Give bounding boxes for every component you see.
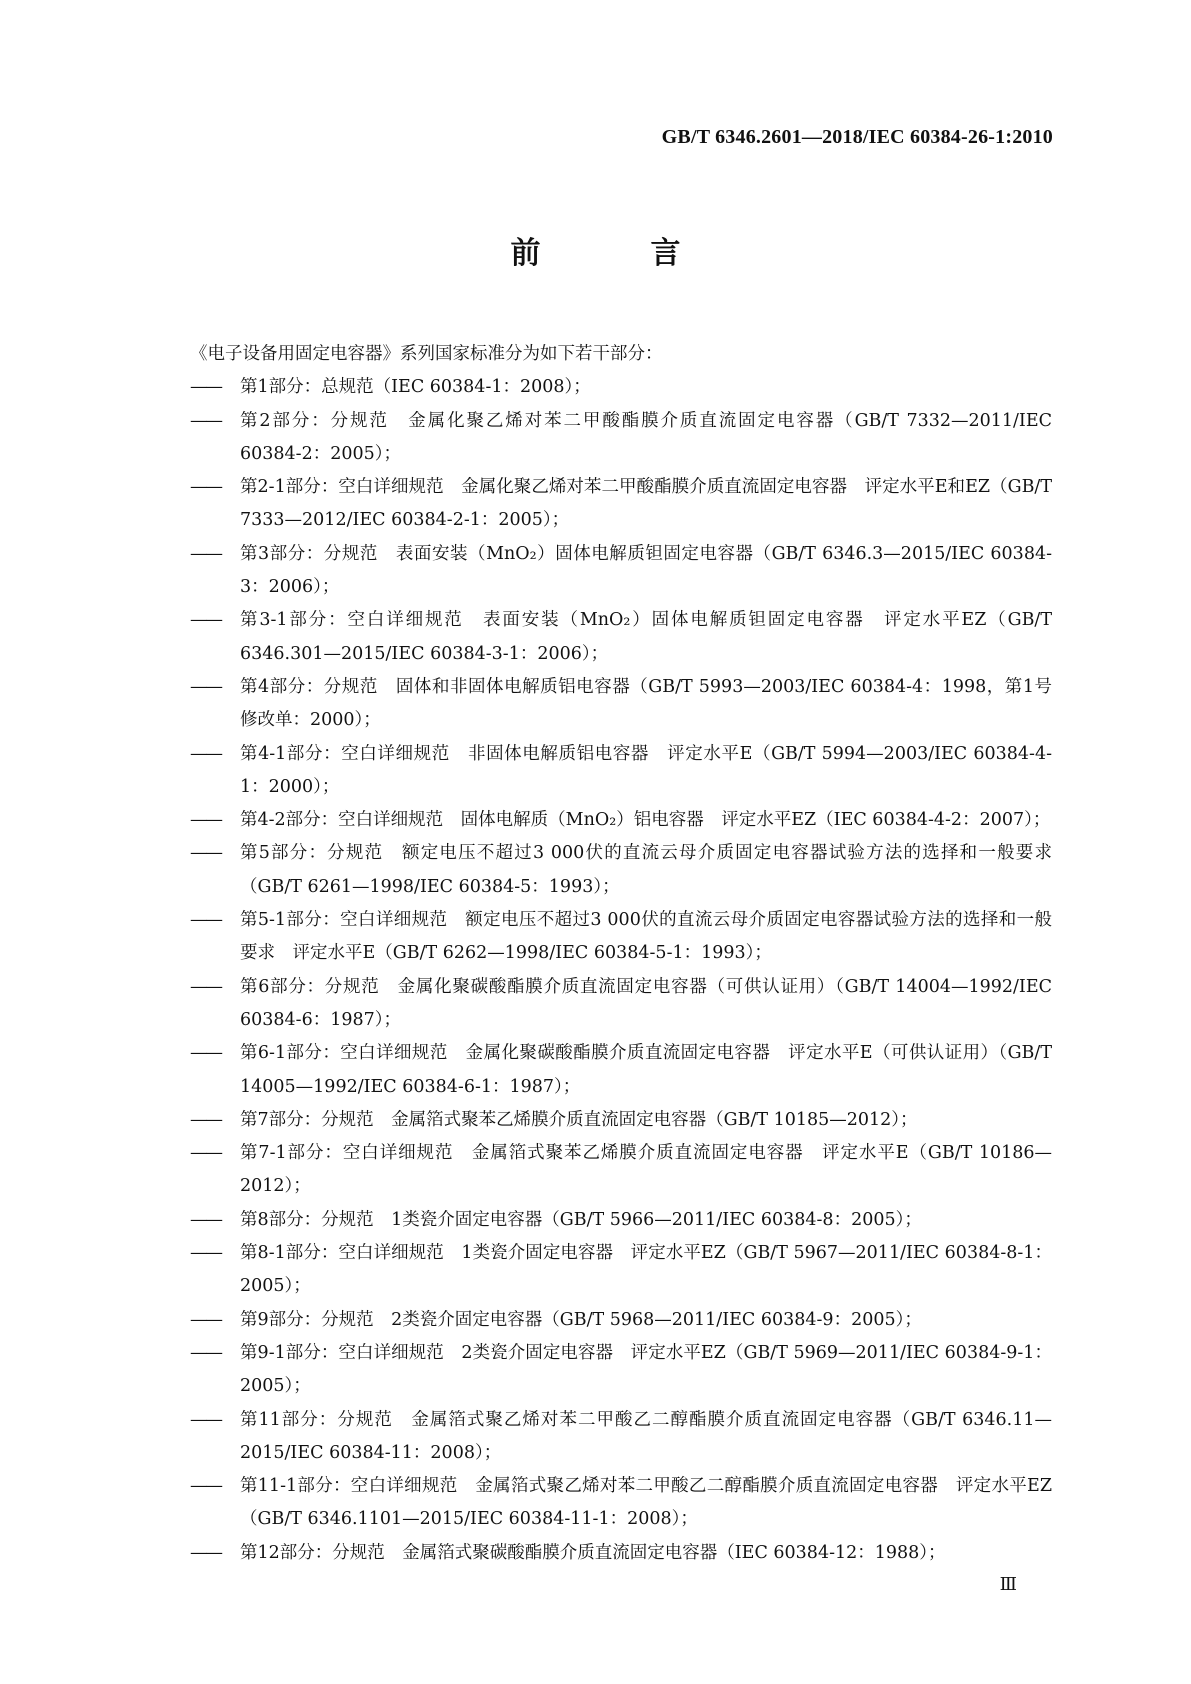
part-text: 第7-1部分：空白详细规范 金属箔式聚苯乙烯膜介质直流固定电容器 评定水平E（GB/T 10186—2012）； [240,1143,1052,1197]
part-text: 第9部分：分规范 2类瓷介固定电容器（GB/T 5968—2011/IEC 60384-9：2005）； [240,1309,922,1330]
list-item [190,405,1052,472]
list-item [190,804,1052,837]
em-dash-marker: —— [190,1409,221,1430]
part-text: 第5部分：分规范 额定电压不超过3 000伏的直流云母介质固定电容器试验方法的选择和一般要求（GB/T 6261—1998/IEC 60384-5：1993）； [240,843,1052,897]
em-dash-marker: —— [190,1109,221,1130]
part-text: 第6-1部分：空白详细规范 金属化聚碳酸酯膜介质直流固定电容器 评定水平E（可供认证用）（GB/T 14005—1992/IEC 60384-6-1：1987）； [240,1043,1052,1097]
list-item [190,1137,1052,1204]
em-dash-marker: —— [190,477,221,498]
list-item [190,904,1052,971]
list-item [190,1237,1052,1304]
part-text: 第8部分：分规范 1类瓷介固定电容器（GB/T 5966—2011/IEC 60384-8：2005）； [240,1209,922,1230]
list-item [190,1104,1052,1137]
page-title: 前 言 [510,236,721,271]
part-text: 第11部分：分规范 金属箔式聚乙烯对苯二甲酸乙二醇酯膜介质直流固定电容器（GB/T 6346.11—2015/IEC 60384-11：2008）； [240,1409,1052,1463]
em-dash-marker: —— [190,1542,221,1563]
em-dash-marker: —— [190,976,221,997]
em-dash-marker: —— [190,810,221,831]
part-text: 第2部分：分规范 金属化聚乙烯对苯二甲酸酯膜介质直流固定电容器（GB/T 7332—2011/IEC 60384-2：2005）； [240,410,1052,464]
em-dash-marker: —— [190,843,221,864]
part-text: 第2-1部分：空白详细规范 金属化聚乙烯对苯二甲酸酯膜介质直流固定电容器 评定水平E和EZ（GB/T 7333—2012/IEC 60384-2-1：2005）； [240,477,1052,531]
page-number: Ⅲ [999,1574,1017,1594]
em-dash-marker: —— [190,1209,221,1230]
list-item [190,837,1052,904]
intro-paragraph: 《电子设备用固定电容器》系列国家标准分为如下若干部分： [190,344,663,364]
list-item [190,671,1052,738]
part-text: 第4-1部分：空白详细规范 非固体电解质铝电容器 评定水平E（GB/T 5994—2003/IEC 60384-4-1：2000）； [240,743,1052,797]
list-item [190,1304,1052,1337]
list-item [190,971,1052,1038]
list-item [190,738,1052,805]
em-dash-marker: —— [190,410,221,431]
em-dash-marker: —— [190,1243,221,1264]
part-text: 第7部分：分规范 金属箔式聚苯乙烯膜介质直流固定电容器（GB/T 10185—2012）； [240,1109,918,1130]
em-dash-marker: —— [190,1309,221,1330]
em-dash-marker: —— [190,377,221,398]
list-item [190,371,1052,404]
standard-code-header: GB/T 6346.2601—2018/IEC 60384-26-1:2010 [661,126,1053,148]
em-dash-marker: —— [190,610,221,631]
list-item [190,1037,1052,1104]
part-text: 第3部分：分规范 表面安装（MnO₂）固体电解质钽固定电容器（GB/T 6346.3—2015/IEC 60384-3：2006）； [240,543,1052,598]
part-text: 第9-1部分：空白详细规范 2类瓷介固定电容器 评定水平EZ（GB/T 5969—2011/IEC 60384-9-1：2005）； [240,1342,1052,1397]
part-text: 第12部分：分规范 金属箔式聚碳酸酯膜介质直流固定电容器（IEC 60384-12：1988）； [240,1542,946,1563]
em-dash-marker: —— [190,1143,221,1164]
part-text: 第4部分：分规范 固体和非固体电解质铝电容器（GB/T 5993—2003/IEC 60384-4：1998，第1号修改单：2000）； [240,676,1052,731]
list-item [190,538,1052,605]
list-item [190,1470,1052,1537]
list-item [190,604,1052,671]
list-item [190,1404,1052,1471]
em-dash-marker: —— [190,1043,221,1064]
parts-list [190,371,1052,1570]
list-item [190,471,1052,538]
part-text: 第4-2部分：空白详细规范 固体电解质（MnO₂）铝电容器 评定水平EZ（IEC 60384-4-2：2007）； [240,810,1051,831]
list-item [190,1537,1052,1570]
part-text: 第3-1部分：空白详细规范 表面安装（MnO₂）固体电解质钽固定电容器 评定水平EZ（GB/T 6346.301—2015/IEC 60384-3-1：2006）； [240,610,1052,664]
part-text: 第1部分：总规范（IEC 60384-1：2008）； [240,377,591,398]
list-item [190,1204,1052,1237]
part-text: 第11-1部分：空白详细规范 金属箔式聚乙烯对苯二甲酸乙二醇酯膜介质直流固定电容器 评定水平EZ（GB/T 6346.1101—2015/IEC 60384-11-1：2008）； [240,1476,1052,1530]
em-dash-marker: —— [190,676,221,697]
part-text: 第6部分：分规范 金属化聚碳酸酯膜介质直流固定电容器（可供认证用）（GB/T 14004—1992/IEC 60384-6：1987）； [240,976,1052,1030]
em-dash-marker: —— [190,910,221,931]
document-body [190,338,1052,1570]
em-dash-marker: —— [190,1342,221,1363]
part-text: 第8-1部分：空白详细规范 1类瓷介固定电容器 评定水平EZ（GB/T 5967—2011/IEC 60384-8-1：2005）； [240,1243,1052,1297]
em-dash-marker: —— [190,543,221,564]
list-item [190,1337,1052,1404]
part-text: 第5-1部分：空白详细规范 额定电压不超过3 000伏的直流云母介质固定电容器试验方法的选择和一般要求 评定水平E（GB/T 6262—1998/IEC 60384-5-1：1993）； [240,910,1052,964]
em-dash-marker: —— [190,1476,221,1497]
em-dash-marker: —— [190,743,221,764]
